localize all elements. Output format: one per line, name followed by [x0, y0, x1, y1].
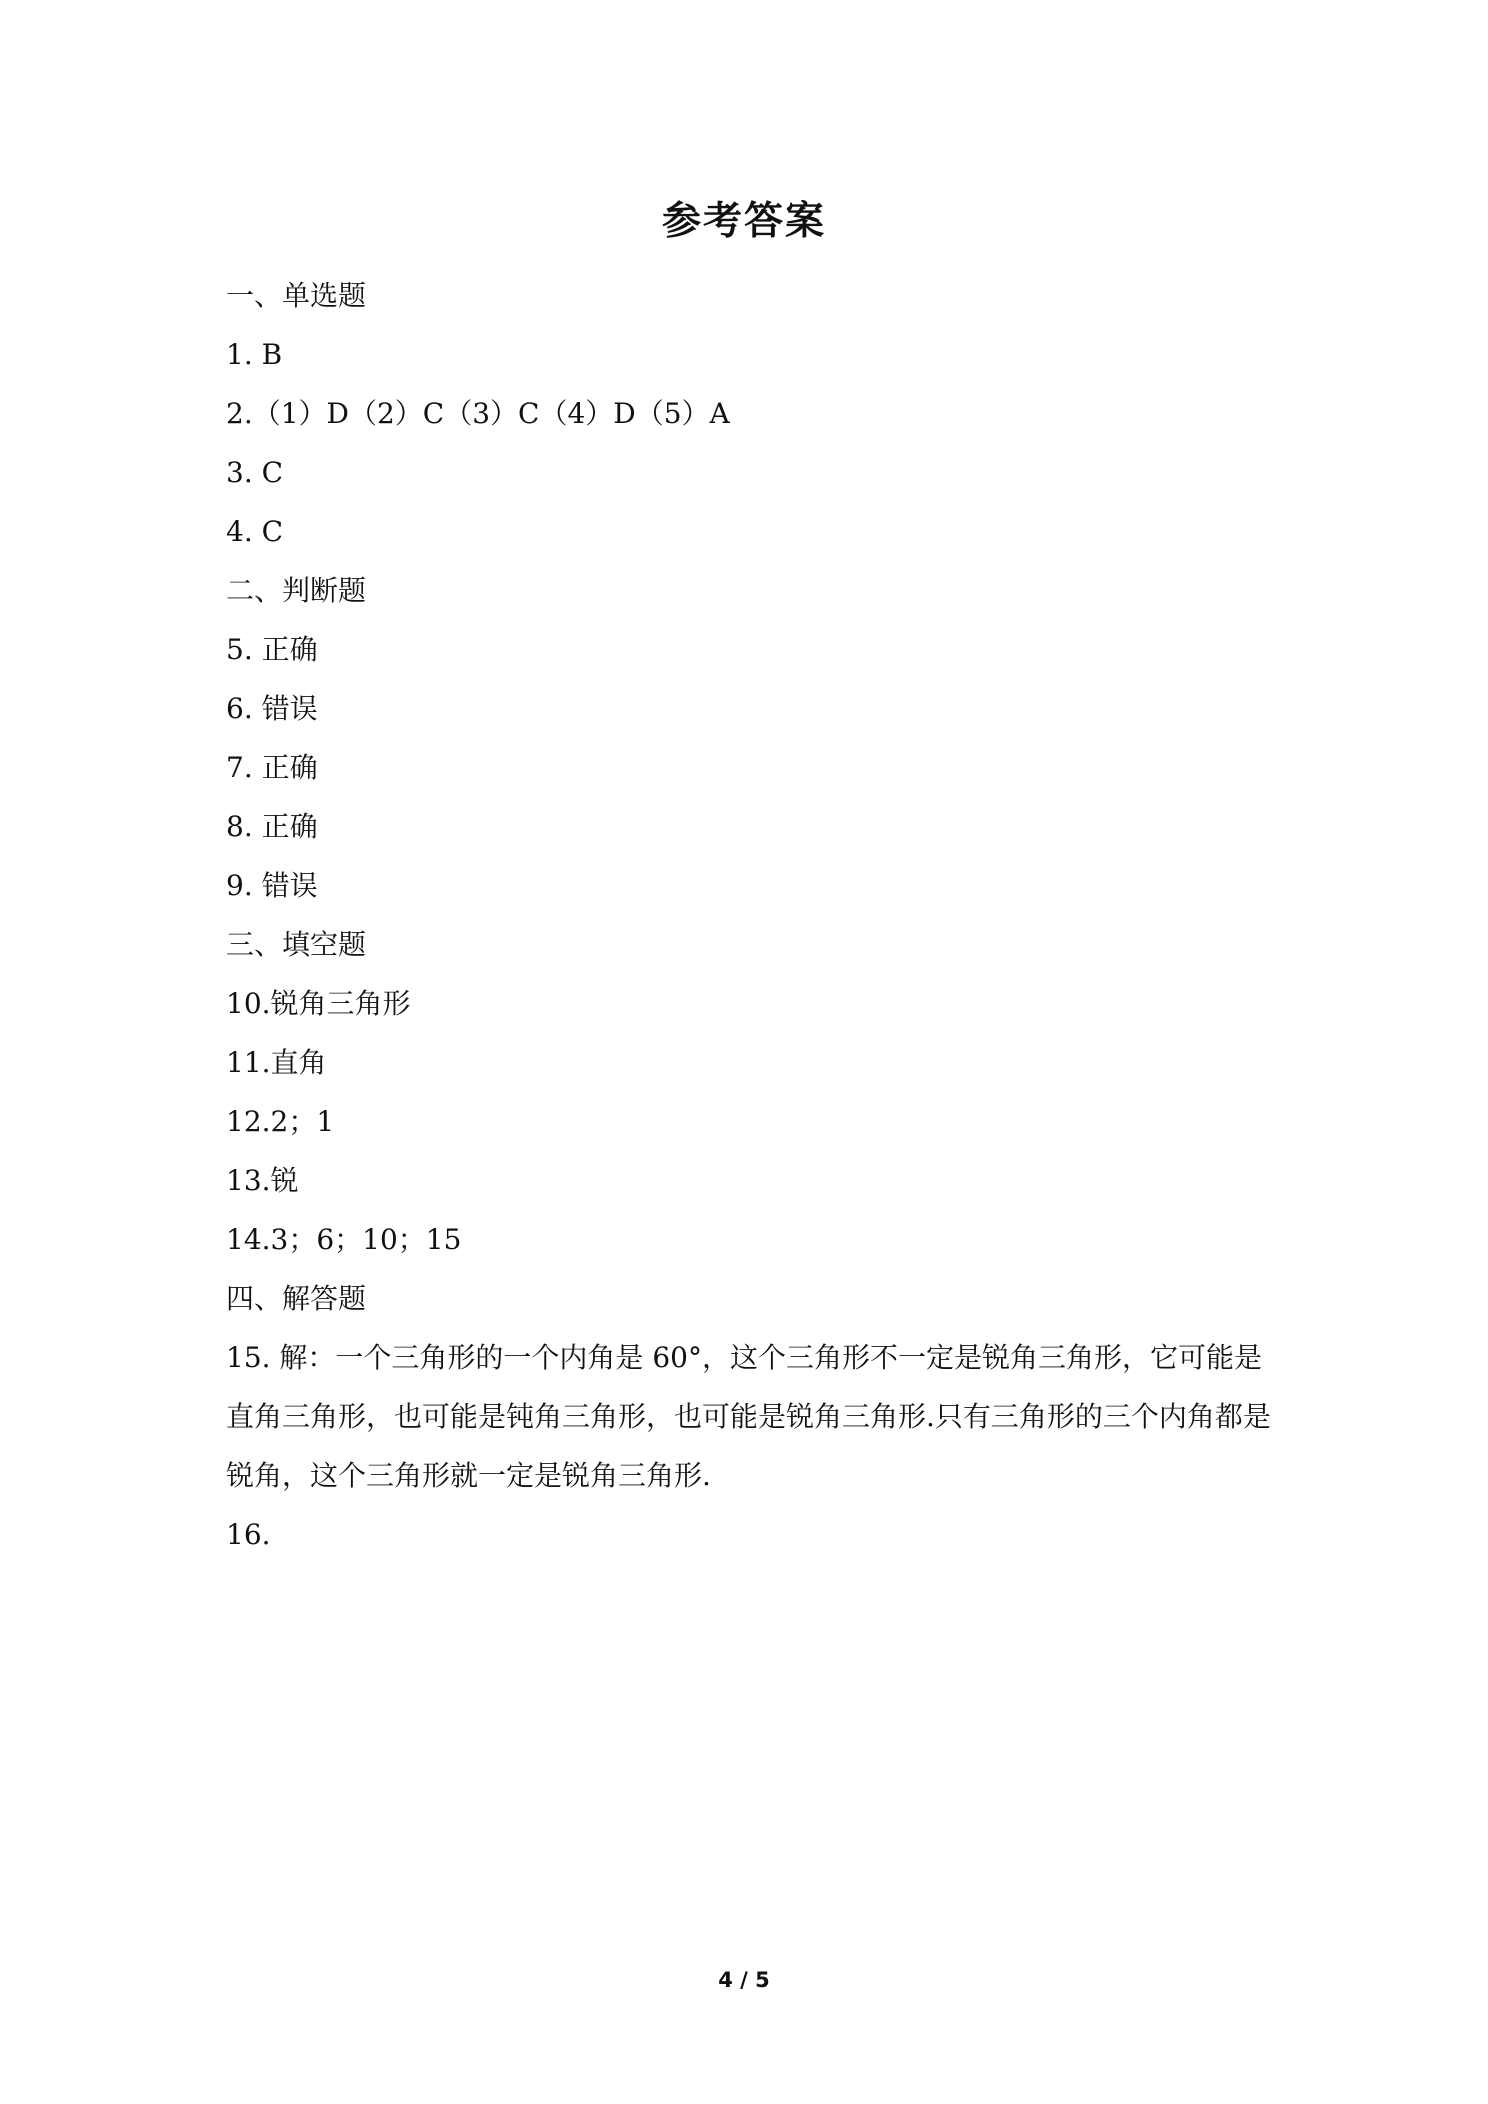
answer-line: 5. 正确	[226, 633, 318, 666]
section-heading-fill-blank: 三、填空题	[226, 928, 367, 961]
answer-line: 14.3；6；10；15	[226, 1223, 462, 1256]
answer-line: 3. C	[226, 456, 284, 489]
answer-list	[226, 266, 1276, 1564]
answer-line: 6. 错误	[226, 692, 318, 725]
answer-line: 1. B	[226, 338, 283, 371]
section-heading-solution: 四、解答题	[226, 1282, 367, 1315]
answer-line: 7. 正确	[226, 751, 318, 784]
answer-line-16: 16.	[226, 1518, 271, 1551]
section-heading-single-choice: 一、单选题	[226, 279, 367, 312]
answer-line: 10.锐角三角形	[226, 987, 411, 1020]
page-number: 4 / 5	[718, 1968, 770, 1992]
answer-paragraph-15: 15. 解：一个三角形的一个内角是 60°，这个三角形不一定是锐角三角形，它可能是直角三角形，也可能是钝角三角形，也可能是锐角三角形.只有三角形的三个内角都是锐角，这个三角形就一定是锐角三角形.	[226, 1341, 1271, 1492]
answer-line: 4. C	[226, 515, 284, 548]
answer-line: 13.锐	[226, 1164, 299, 1197]
answer-line: 2.（1）D（2）C（3）C（4）D（5）A	[226, 397, 730, 430]
section-heading-true-false: 二、判断题	[226, 574, 367, 607]
answer-line: 12.2；1	[226, 1105, 335, 1138]
answer-line: 9. 错误	[226, 869, 318, 902]
page-title: 参考答案	[661, 199, 826, 244]
answer-line: 8. 正确	[226, 810, 318, 843]
answer-line: 11.直角	[226, 1046, 327, 1079]
